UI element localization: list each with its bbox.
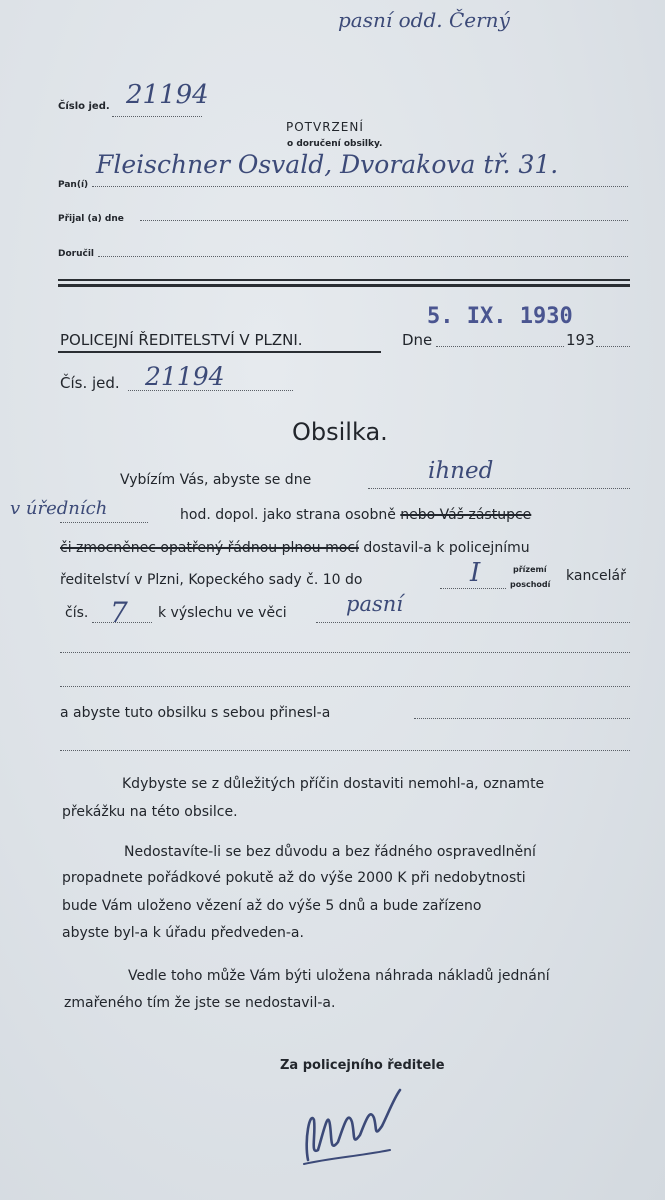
paragraph-2-line-3: bude Vám uloženo vězení až do výše 5 dnů a bude zařízeno bbox=[62, 898, 482, 914]
receipt-divider-thin bbox=[58, 279, 630, 281]
body-line-4-end: kancelář bbox=[566, 568, 626, 584]
paragraph-2-line-2: propadnete pořádkové pokutě až do výše 2000 K při nedobytnosti bbox=[62, 870, 526, 886]
date-line bbox=[436, 346, 564, 347]
paragraph-2-line-1: Nedostavíte-li se bez důvodu a bez řádného ospravedlnění bbox=[124, 844, 536, 860]
body-line-5-field bbox=[316, 622, 630, 623]
body-line-3: či zmocněnec opatřený řádnou plnou mocí dostavil-a k policejnímu bbox=[60, 540, 530, 556]
received-date-line bbox=[140, 220, 628, 221]
recipient-value: Fleischner Osvald, Dvorakova tř. 31. bbox=[96, 150, 559, 179]
body-line-5-room-field bbox=[92, 622, 152, 623]
body-blank-line-1 bbox=[60, 652, 630, 653]
body-line-4-small-top: přízemí bbox=[513, 565, 547, 574]
body-line-5: k výslechu ve věci bbox=[158, 605, 287, 621]
top-handwritten-note: pasní odd. Černý bbox=[338, 8, 510, 32]
delivered-by-label: Doručil bbox=[58, 249, 95, 259]
receipt-number-label: Číslo jed. bbox=[58, 101, 110, 112]
recipient-label: Pan(í) bbox=[58, 180, 89, 190]
paragraph-3-line-2: zmařeného tím že jste se nedostavil-a. bbox=[64, 995, 336, 1011]
body-line-4-floor: I bbox=[470, 558, 481, 588]
body-line-5-room: 7 bbox=[110, 596, 128, 629]
receipt-number-value: 21194 bbox=[126, 80, 209, 110]
receipt-divider-thick bbox=[58, 284, 630, 287]
office-name: POLICEJNÍ ŘEDITELSTVÍ V PLZNI. bbox=[60, 331, 303, 349]
date-label: Dne bbox=[402, 331, 433, 349]
office-underline bbox=[58, 351, 381, 353]
date-year-prefix: 193 bbox=[566, 331, 595, 349]
ref-number-label: Čís. jed. bbox=[60, 374, 120, 392]
ref-number-line bbox=[128, 390, 293, 391]
date-stamp: 5. IX. 1930 bbox=[427, 304, 573, 329]
paragraph-3-line-1: Vedle toho může Vám býti uložena náhrada nákladů jednání bbox=[128, 968, 550, 984]
delivered-by-line bbox=[98, 256, 628, 257]
body-line-8: a abyste tuto obsilku s sebou přinesl-a bbox=[60, 705, 331, 721]
body-line-4-field bbox=[440, 588, 506, 589]
body-line-1: Vybízím Vás, abyste se dne bbox=[120, 472, 312, 488]
body-line-5-label: čís. bbox=[65, 605, 89, 621]
recipient-line bbox=[92, 186, 628, 187]
body-line-2: hod. dopol. jako strana osobně nebo Váš zástupce bbox=[180, 507, 532, 523]
body-line-2-field bbox=[60, 522, 148, 523]
body-line-5-matter: pasní bbox=[346, 592, 403, 616]
receipt-number-line bbox=[112, 116, 202, 117]
receipt-title: POTVRZENÍ bbox=[286, 120, 364, 134]
body-line-1-hand: ihned bbox=[428, 458, 494, 484]
paragraph-1-line-2: překážku na této obsilce. bbox=[62, 804, 238, 820]
body-line-4: ředitelství v Plzni, Kopeckého sady č. 10 do bbox=[60, 572, 363, 588]
body-line-2-hand: v úředních bbox=[10, 498, 108, 519]
received-date-label: Přijal (a) dne bbox=[58, 214, 124, 224]
body-blank-line-2 bbox=[60, 686, 630, 687]
body-line-4-small-bottom: poschodí bbox=[510, 580, 551, 589]
body-line-1-field bbox=[368, 488, 630, 489]
ref-number-value: 21194 bbox=[145, 362, 225, 391]
paragraph-1-line-1: Kdybyste se z důležitých příčin dostaviti nemohl-a, oznamte bbox=[122, 776, 545, 792]
handwritten-signature bbox=[300, 1080, 410, 1170]
body-blank-line-3 bbox=[60, 750, 630, 751]
signature-caption: Za policejního ředitele bbox=[280, 1058, 445, 1073]
date-year-line bbox=[596, 346, 630, 347]
document-title: Obsilka. bbox=[292, 418, 388, 446]
paragraph-2-line-4: abyste byl-a k úřadu předveden-a. bbox=[62, 925, 304, 941]
receipt-subtitle: o doručení obsilky. bbox=[287, 139, 383, 149]
body-line-8-field bbox=[414, 718, 630, 719]
